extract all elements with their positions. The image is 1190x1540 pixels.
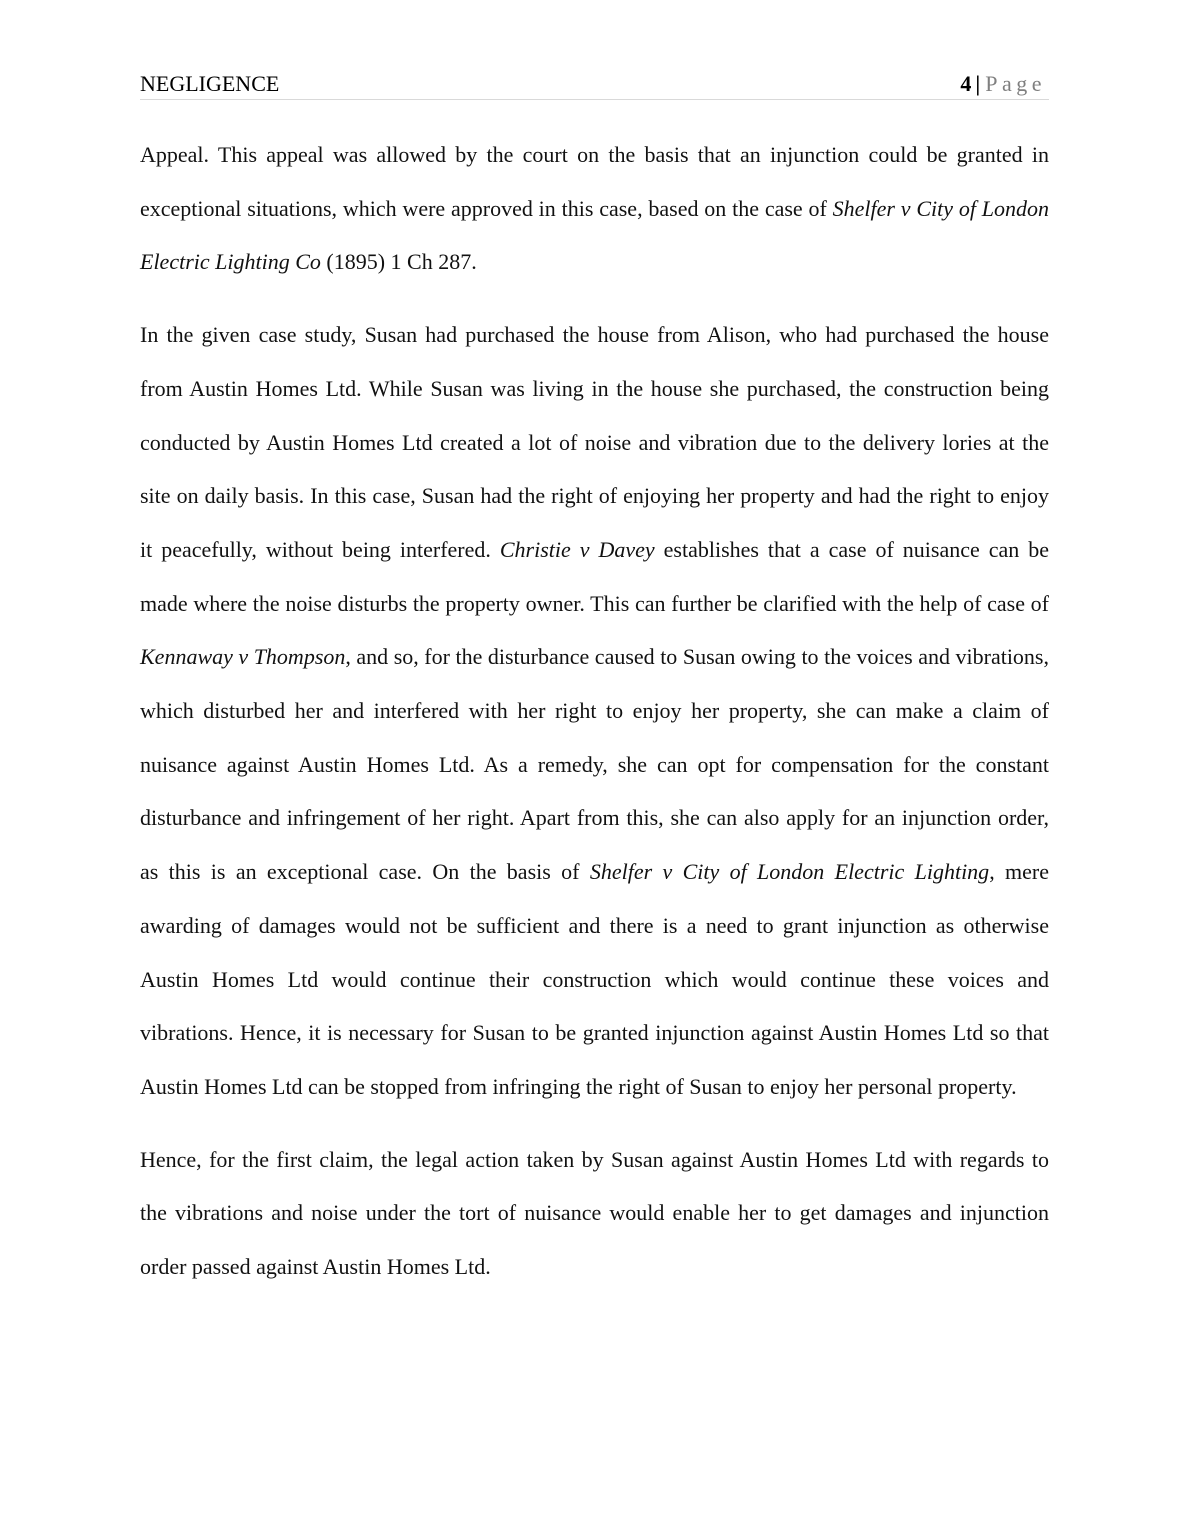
- paragraph-text: Appeal. This appeal was allowed by the court on the basis that an injunction could be granted in exceptional situations, which were approved in this case, based on the case of: [140, 142, 1049, 221]
- case-citation: Shelfer v City of London Electric Lighting Co: [140, 195, 1050, 275]
- case-citation: Kennaway v Thompson: [140, 644, 346, 670]
- document-title: NEGLIGENCE: [140, 71, 280, 96]
- case-citation: Christie v Davey: [499, 536, 655, 562]
- paragraph-text: establishes that a case of nuisance can be made where the noise disturbs the property owner. This can further be clarified with the help of case of: [140, 536, 1049, 616]
- page-indicator: [960, 70, 1046, 98]
- page-number: 4: [960, 71, 972, 96]
- document-body: [140, 128, 1049, 1313]
- paragraph-text: , and so, for the disturbance caused to Susan owing to the voices and vibrations, which disturbed her and interfered with her right to enjoy her property, she can make a claim of nuisance against Austin Homes Ltd. As a remedy, she can opt for compensation for the constant disturbance and infringement of her right. Apart from this, she can also apply for an injunction order, as this is an exceptional case. On the basis of: [140, 644, 1049, 885]
- paragraph-1: [140, 128, 1049, 289]
- case-citation: Shelfer v City of London Electric Lighting: [589, 859, 990, 885]
- page-label: Page: [985, 71, 1046, 96]
- page-separator: |: [975, 71, 981, 96]
- paragraph-2: [140, 308, 1049, 1114]
- page-header: [140, 70, 1049, 100]
- paragraph-3: [140, 1133, 1049, 1294]
- paragraph-text: In the given case study, Susan had purchased the house from Alison, who had purchased the house from Austin Homes Ltd. While Susan was living in the house she purchased, the construction being conducted by Austin Homes Ltd created a lot of noise and vibration due to the delivery lories at the site on daily basis. In this case, Susan had the right of enjoying her property and had the right to enjoy it peacefully, without being interfered.: [140, 322, 1049, 562]
- paragraph-text: (1895) 1 Ch 287.: [320, 249, 477, 275]
- paragraph-text: , mere awarding of damages would not be sufficient and there is a need to grant injunction as otherwise Austin Homes Ltd would continue their construction which would continue these voices and vibrations. Hence, it is necessary for Susan to be granted injunction against Austin Homes Ltd so that Austin Homes Ltd can be stopped from infringing the right of Susan to enjoy her personal property.: [140, 859, 1049, 1099]
- paragraph-text: Hence, for the first claim, the legal action taken by Susan against Austin Homes Ltd with regards to the vibrations and noise under the tort of nuisance would enable her to get damages and injunction order passed against Austin Homes Ltd.: [140, 1146, 1049, 1280]
